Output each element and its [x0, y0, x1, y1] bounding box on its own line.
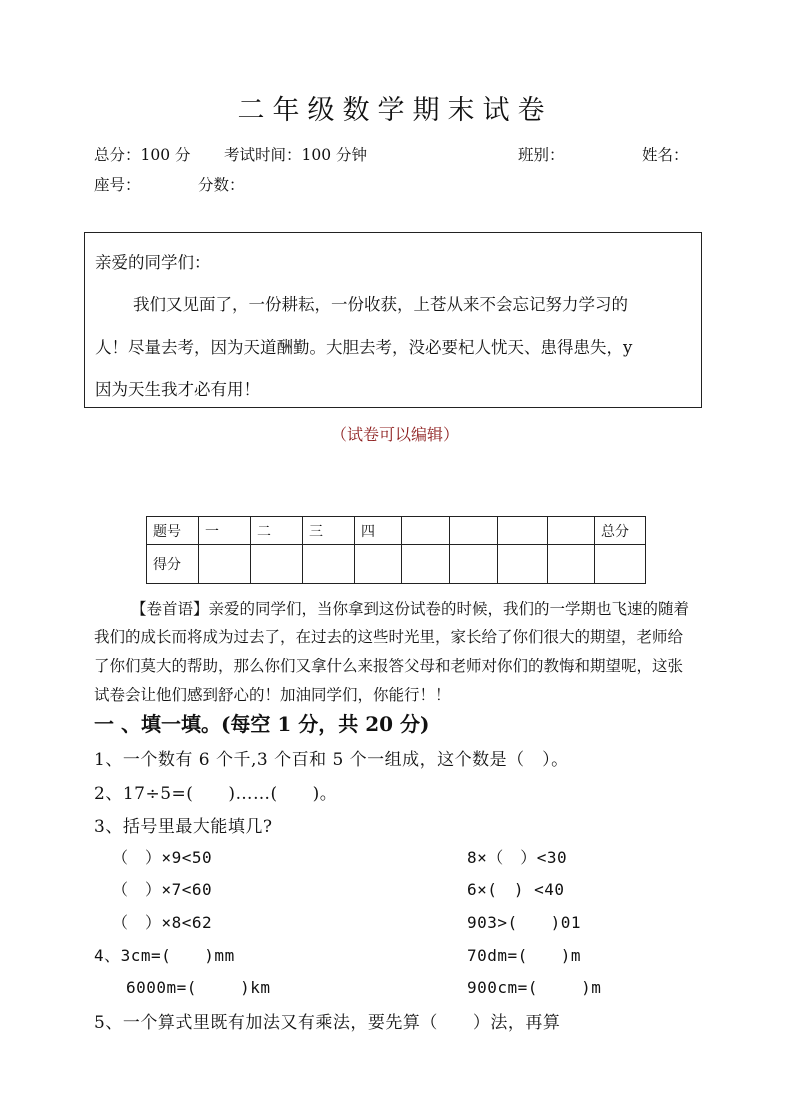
preface-line-1: 【卷首语】亲爱的同学们，当你拿到这份试卷的时候，我们的一学期也飞速的随着	[131, 600, 690, 618]
question-4: 4、3cm=( )mm	[94, 946, 235, 965]
seat-label: 座号：	[94, 176, 141, 194]
question-4-item-d: 900cm=( )m	[467, 978, 602, 997]
table-cell[interactable]	[498, 545, 548, 584]
letter-line-3: 因为天生我才必有用！	[95, 380, 260, 399]
table-cell[interactable]	[251, 545, 303, 584]
preface-line-2: 我们的成长而将成为过去了，在过去的这些时光里，家长给了你们很大的期望，老师给	[94, 628, 684, 646]
preface-line-4: 试卷会让他们感到舒心的！加油同学们，你能行！！	[94, 686, 451, 704]
letter-greeting: 亲爱的同学们：	[95, 253, 211, 272]
table-cell	[548, 517, 595, 545]
total-score-label: 总分：100 分	[94, 146, 191, 164]
class-label: 班别：	[518, 146, 565, 164]
table-cell: 总分	[595, 517, 646, 545]
question-3-item-f: 903>( )01	[467, 913, 582, 932]
table-cell	[450, 517, 498, 545]
table-cell[interactable]	[199, 545, 251, 584]
question-5: 5、一个算式里既有加法又有乘法，要先算（ ）法，再算	[94, 1013, 561, 1033]
name-label: 姓名：	[642, 146, 689, 164]
question-3-item-c: （ ）×7<60	[112, 880, 213, 899]
exam-time-label: 考试时间：100 分钟	[224, 146, 368, 164]
question-1: 1、一个数有 6 个千,3 个百和 5 个一组成，这个数是（ ）。	[94, 750, 569, 770]
letter-line-2: 人！尽量去考，因为天道酬勤。大胆去考，没必要杞人忧天、患得患失，y	[95, 338, 633, 357]
question-3-item-b: 8×（ ）<30	[467, 848, 568, 867]
score-table-header-row	[147, 517, 646, 545]
table-cell: 三	[303, 517, 355, 545]
table-cell: 一	[199, 517, 251, 545]
table-cell[interactable]	[548, 545, 595, 584]
question-2: 2、17÷5=( )……( )。	[94, 784, 338, 804]
score-label: 分数：	[198, 176, 245, 194]
table-cell	[402, 517, 450, 545]
table-cell: 四	[355, 517, 402, 545]
table-cell[interactable]	[595, 545, 646, 584]
score-table-score-row	[147, 545, 646, 584]
question-3-item-d: 6×( ) <40	[467, 880, 565, 899]
editable-note: （试卷可以编辑）	[330, 425, 459, 444]
question-3-item-a: （ ）×9<50	[112, 848, 213, 867]
table-cell[interactable]	[303, 545, 355, 584]
question-3: 3、括号里最大能填几?	[94, 817, 273, 837]
question-4-item-c: 6000m=( )km	[126, 978, 271, 997]
letter-box	[84, 232, 702, 408]
question-3-item-e: （ ）×8<62	[112, 913, 213, 932]
table-cell: 题号	[147, 517, 199, 545]
table-cell[interactable]	[450, 545, 498, 584]
question-4-item-b: 70dm=( )m	[467, 946, 582, 965]
section-1-heading: 一 、填一填。(每空 1 分，共 20 分)	[94, 712, 430, 736]
letter-line-1: 我们又见面了，一份耕耘，一份收获，上苍从来不会忘记努力学习的	[133, 295, 628, 314]
table-cell: 得分	[147, 545, 199, 584]
preface-line-3: 了你们莫大的帮助，那么你们又拿什么来报答父母和老师对你们的教悔和期望呢，这张	[94, 657, 684, 675]
table-cell[interactable]	[355, 545, 402, 584]
table-cell: 二	[251, 517, 303, 545]
table-cell	[498, 517, 548, 545]
page-title: 二年级数学期末试卷	[237, 95, 553, 126]
score-table	[146, 516, 646, 584]
table-cell[interactable]	[402, 545, 450, 584]
